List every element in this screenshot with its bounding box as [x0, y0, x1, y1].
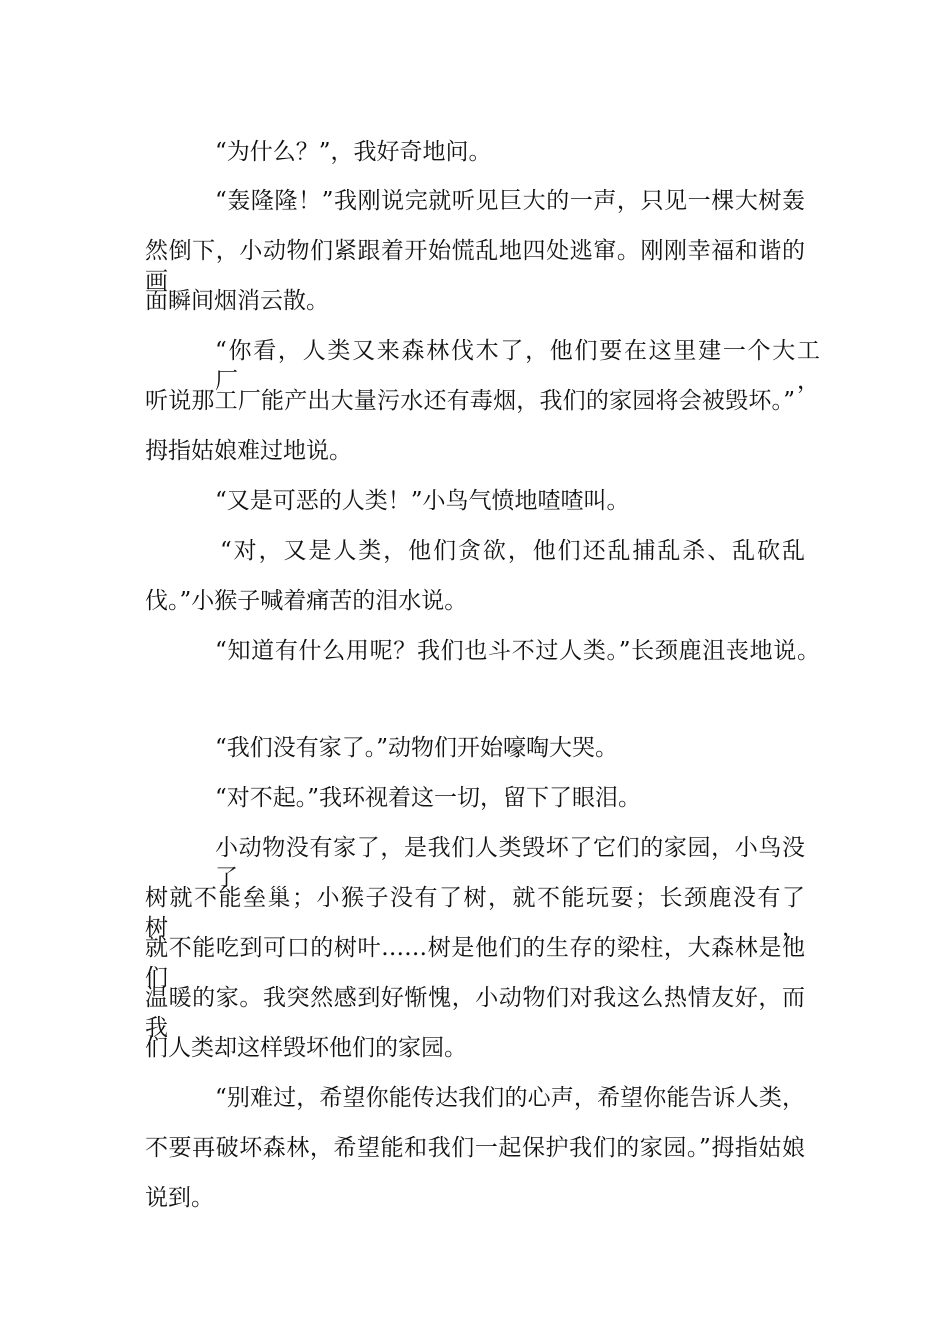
paragraph-3-line-3: 拇指姑娘难过地说。	[145, 438, 352, 464]
paragraph-9-line-2: 树就不能垒巢；小猴子没有了树，就不能玩耍；长颈鹿没有了树，	[145, 885, 805, 941]
paragraph-10-line-3: 说到。	[145, 1185, 214, 1211]
paragraph-10-line-1: “别难过，希望你能传达我们的心声，希望你能告诉人类，	[215, 1085, 805, 1111]
paragraph-1-line-1: “为什么？”，我好奇地问。	[215, 139, 492, 165]
paragraph-9-line-1: 小动物没有家了，是我们人类毁坏了它们的家园，小鸟没了	[215, 835, 805, 891]
paragraph-2-line-1: “轰隆隆！”我刚说完就听见巨大的一声，只见一棵大树轰	[215, 188, 805, 214]
paragraph-10-line-2: 不要再破坏森林，希望能和我们一起保护我们的家园。”拇指姑娘	[145, 1135, 805, 1161]
paragraph-9-line-3: 就不能吃到可口的树叶……树是他们的生存的梁柱，大森林是他们	[145, 935, 805, 991]
paragraph-2-line-3: 面瞬间烟消云散。	[145, 288, 329, 314]
paragraph-9-line-4: 温暖的家。我突然感到好惭愧，小动物们对我这么热情友好，而我	[145, 985, 805, 1041]
paragraph-8-line-1: “对不起。”我环视着这一切，留下了眼泪。	[215, 785, 642, 811]
paragraph-7-line-1: “我们没有家了。”动物们开始嚎啕大哭。	[215, 735, 619, 761]
paragraph-3-line-1: “你看，人类又来森林伐木了，他们要在这里建一个大工厂，	[215, 338, 820, 394]
paragraph-3-line-2: 听说那工厂能产出大量污水还有毒烟，我们的家园将会被毁坏。”	[145, 388, 795, 414]
paragraph-2-line-2: 然倒下，小动物们紧跟着开始慌乱地四处逃窜。刚刚幸福和谐的画	[145, 238, 805, 294]
paragraph-9-line-5: 们人类却这样毁坏他们的家园。	[145, 1035, 467, 1061]
paragraph-6-line-1: “知道有什么用呢？我们也斗不过人类。”长颈鹿沮丧地说。	[215, 638, 820, 664]
paragraph-5-line-2: 伐。”小猴子喊着痛苦的泪水说。	[145, 588, 468, 614]
paragraph-5-line-1: “对，又是人类，他们贪欲，他们还乱捕乱杀、乱砍乱	[220, 538, 805, 564]
paragraph-4-line-1: “又是可恶的人类！”小鸟气愤地喳喳叫。	[215, 488, 630, 514]
